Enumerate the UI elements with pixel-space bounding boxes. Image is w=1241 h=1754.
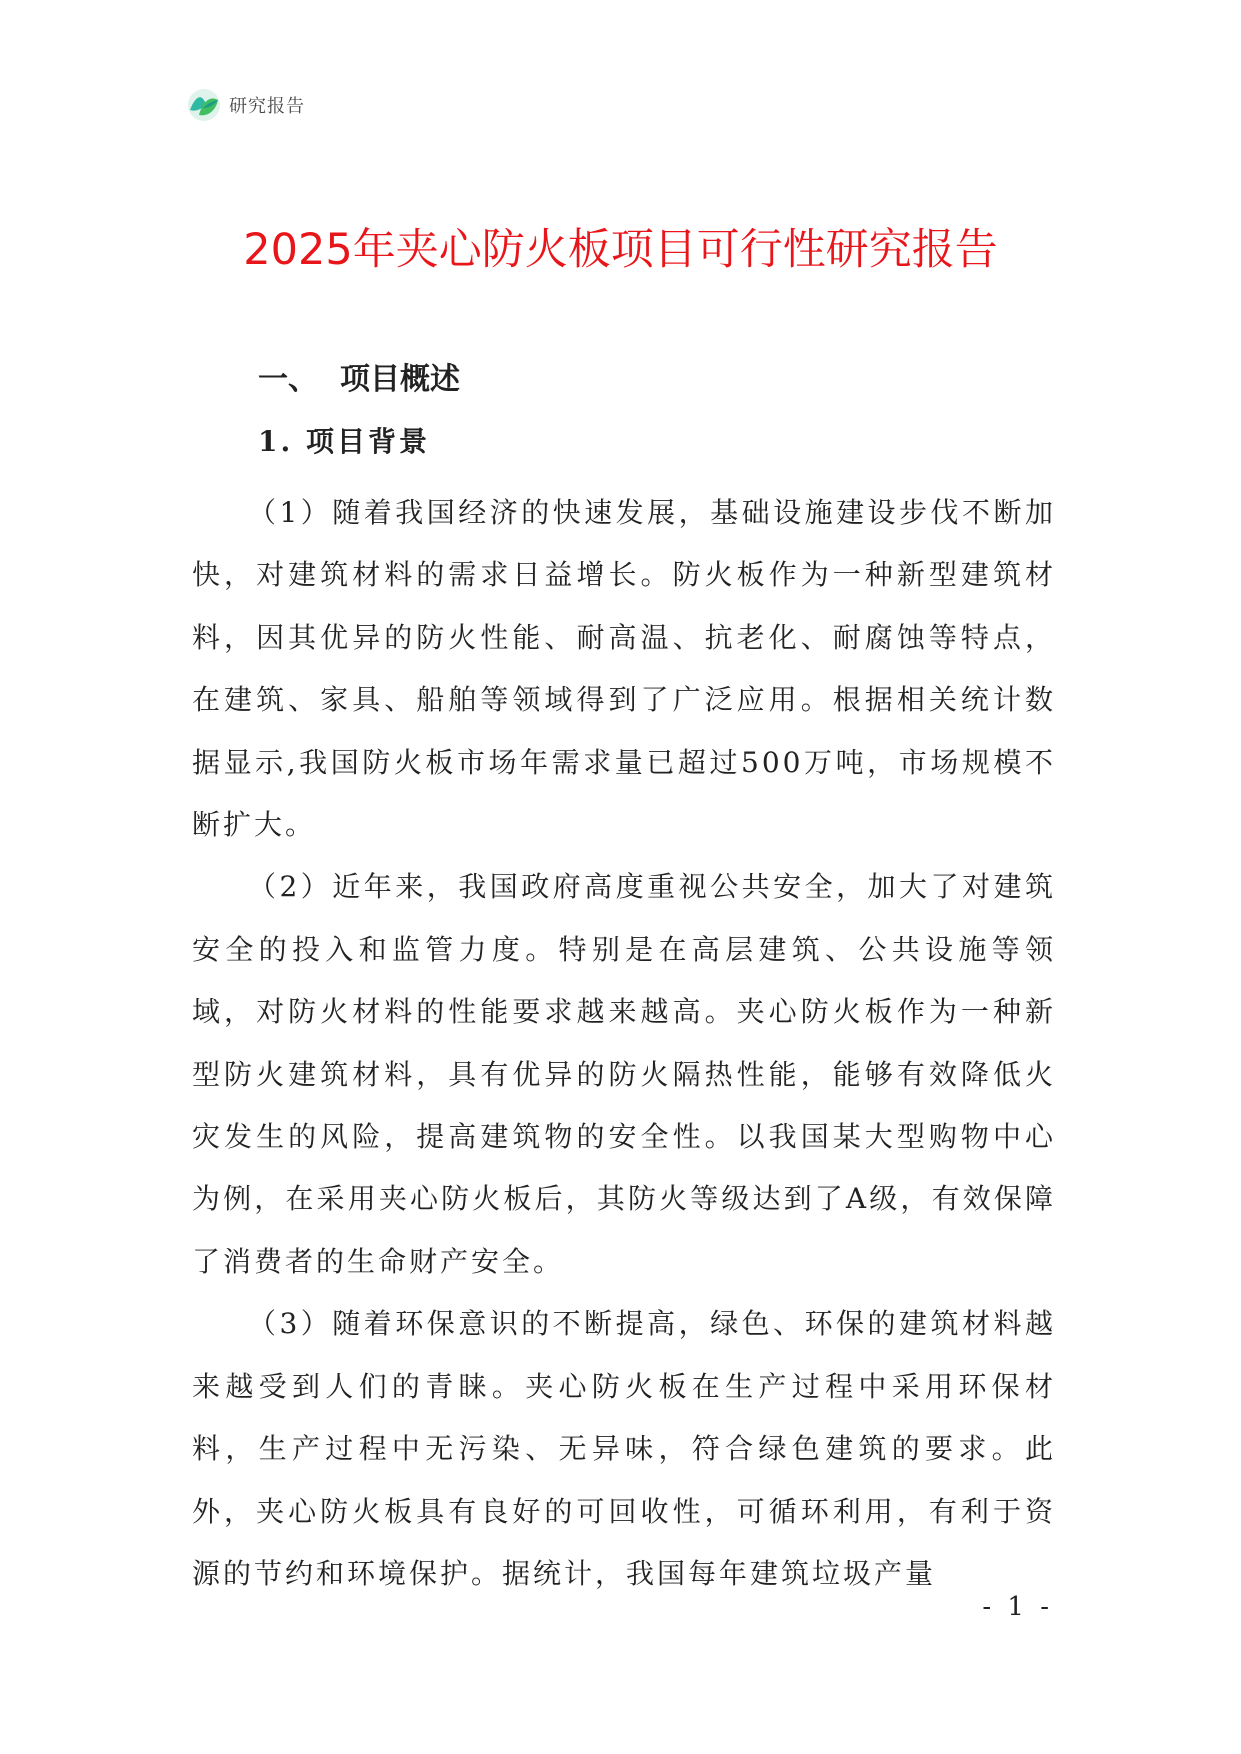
green-teal-leaf-logo-icon bbox=[187, 88, 221, 122]
page-number: - 1 - bbox=[982, 1592, 1053, 1622]
paragraph-1: （1）随着我国经济的快速发展，基础设施建设步伐不断加快，对建筑材料的需求日益增长。防火板作为一种新型建筑材料，因其优异的防火性能、耐高温、抗老化、耐腐蚀等特点，在建筑、家具、船舶等领域得到了广泛应用。根据相关统计数据显示,我国防火板市场年需求量已超过500万吨，市场规模不断扩大。 bbox=[192, 496, 1056, 842]
document-title: 2025年夹心防火板项目可行性研究报告 bbox=[243, 225, 998, 275]
paragraph-3: （3）随着环保意识的不断提高，绿色、环保的建筑材料越来越受到人们的青睐。夹心防火板在生产过程中采用环保材料，生产过程中无污染、无异味，符合绿色建筑的要求。此外，夹心防火板具有良好的可回收性，可循环利用，有利于资源的节约和环境保护。据统计，我国每年建筑垃圾产量 bbox=[192, 1307, 1056, 1590]
section-heading bbox=[258, 358, 460, 402]
subsection-heading: 1. 项目背景 bbox=[258, 425, 430, 458]
page-header bbox=[187, 88, 305, 122]
paragraph-2: （2）近年来，我国政府高度重视公共安全，加大了对建筑安全的投入和监管力度。特别是在高层建筑、公共设施等领域，对防火材料的性能要求越来越高。夹心防火板作为一种新型防火建筑材料，具有优异的防火隔热性能，能够有效降低火灾发生的风险，提高建筑物的安全性。以我国某大型购物中心为例，在采用夹心防火板后，其防火等级达到了A级，有效保障了消费者的生命财产安全。 bbox=[192, 870, 1056, 1278]
header-label: 研究报告 bbox=[229, 96, 305, 117]
document-body bbox=[192, 482, 1056, 1605]
section-number: 一、 bbox=[258, 362, 318, 397]
section-title: 项目概述 bbox=[340, 362, 460, 397]
